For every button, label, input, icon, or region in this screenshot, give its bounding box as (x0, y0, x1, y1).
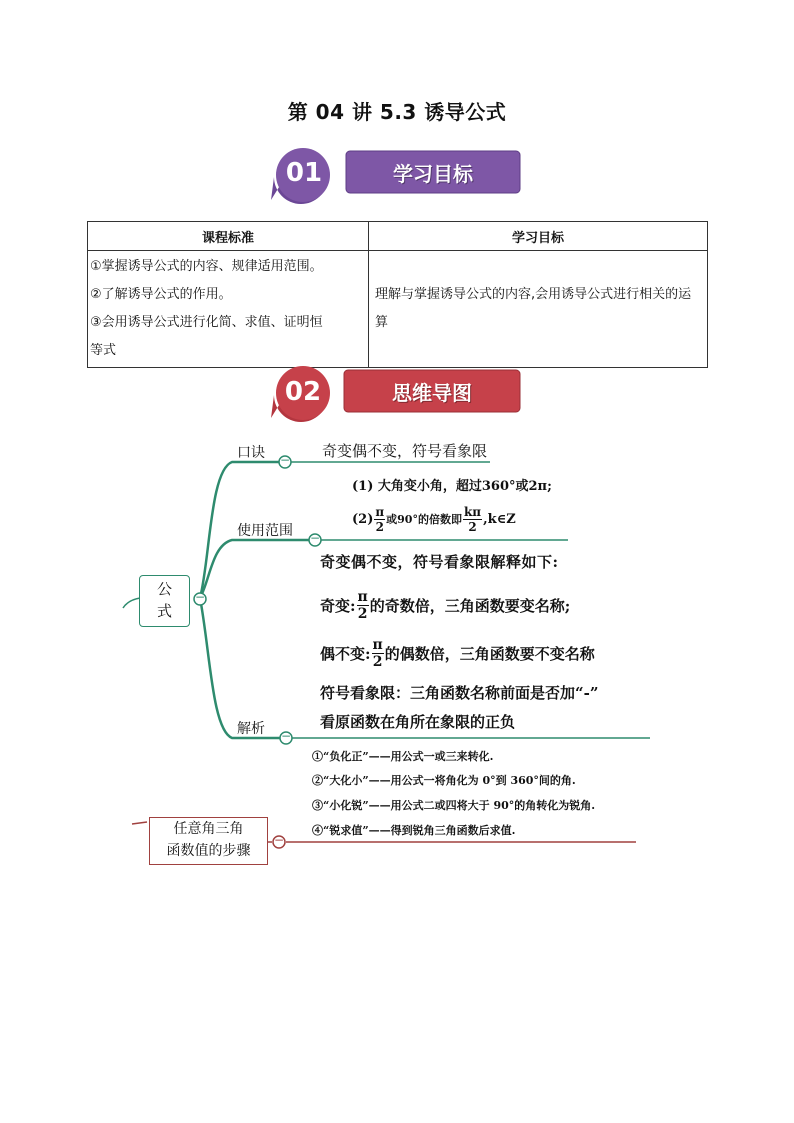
analysis-fraction-2 (372, 638, 384, 669)
scope-line-2-mid: 或90°的倍数即 (386, 513, 462, 526)
analysis-line-3-prefix: 偶不变: (320, 644, 371, 663)
branch-label-scope: 使用范围 (237, 523, 293, 539)
fraction-denominator: 2 (375, 519, 384, 534)
fraction-denominator: 2 (468, 519, 477, 534)
collapse-toggle-scope[interactable]: − (309, 531, 321, 545)
branch-label-koujue: 口诀 (237, 445, 265, 461)
fraction-numerator: π (357, 588, 368, 605)
standard-item: ③会用诱导公式进行化简、求值、证明恒 (90, 315, 323, 330)
goal-cell: 理解与掌握诱导公式的内容,会用诱导公式进行相关的运算 (369, 251, 708, 368)
step-item-2: ②“大化小”——用公式一将角化为 0°到 360°间的角. (312, 774, 576, 787)
analysis-line-4: 符号看象限：三角函数名称前面是否加“-” (320, 684, 599, 702)
section1-label: 学习目标 (393, 162, 473, 186)
scope-fraction-2 (463, 506, 482, 533)
analysis-line-3 (320, 633, 595, 673)
table-header-goal: 学习目标 (369, 222, 708, 251)
page-title: 第 04 讲 5.3 诱导公式 (287, 100, 507, 124)
fraction-numerator: π (375, 504, 385, 519)
step-item-3: ③“小化锐”——用公式二或四将大于 90°的角转化为锐角. (312, 799, 596, 812)
analysis-line-5: 看原函数在角所在象限的正负 (320, 713, 516, 731)
fraction-numerator: π (372, 636, 383, 653)
mindmap-root-steps[interactable] (149, 817, 268, 865)
table-header-standard: 课程标准 (88, 222, 369, 251)
fraction-denominator: 2 (357, 605, 368, 622)
analysis-line-2-suffix: 的奇数倍，三角函数要变名称; (369, 596, 571, 615)
scope-line-2-prefix: (2) (352, 511, 374, 527)
analysis-line-3-suffix: 的偶数倍，三角函数要不变名称 (384, 644, 595, 663)
section1-number: 01 (285, 158, 323, 188)
scope-fraction-1 (374, 506, 385, 533)
step-item-1: ①“负化正”——用公式一或三来转化. (312, 750, 494, 763)
analysis-line-2 (320, 585, 570, 625)
mindmap-root-formula[interactable] (139, 575, 190, 627)
standard-item: ②了解诱导公式的作用。 (90, 287, 232, 302)
collapse-toggle-root[interactable]: − (194, 590, 206, 604)
analysis-line-2-prefix: 奇变: (320, 596, 356, 615)
section2-label: 思维导图 (392, 381, 472, 405)
standard-item: ①掌握诱导公式的内容、规律适用范围。 (90, 259, 323, 274)
root-steps-line-2: 函数值的步骤 (166, 843, 251, 859)
scope-line-2-suffix: ,k∈Z (483, 511, 516, 527)
section2-number: 02 (284, 377, 322, 407)
root-formula-label: 公式 (156, 580, 172, 620)
collapse-toggle-analysis[interactable]: − (280, 729, 292, 743)
analysis-fraction-1 (357, 590, 369, 621)
analysis-line-1: 奇变偶不变，符号看象限解释如下: (320, 553, 559, 571)
fraction-numerator: kπ (463, 504, 482, 519)
koujue-content: 奇变偶不变，符号看象限 (322, 442, 488, 460)
collapse-toggle-steps[interactable]: − (273, 833, 285, 847)
collapse-toggle-koujue[interactable]: − (279, 453, 291, 467)
branch-label-analysis: 解析 (237, 721, 265, 737)
step-item-4: ④“锐求值”——得到锐角三角函数后求值. (312, 824, 516, 837)
standard-item: 等式 (90, 343, 117, 358)
root-steps-line-1: 任意角三角 (173, 821, 244, 837)
fraction-denominator: 2 (372, 653, 383, 670)
scope-line-1: (1) 大角变小角，超过360°或2π; (352, 479, 552, 494)
scope-line-2 (352, 502, 516, 536)
